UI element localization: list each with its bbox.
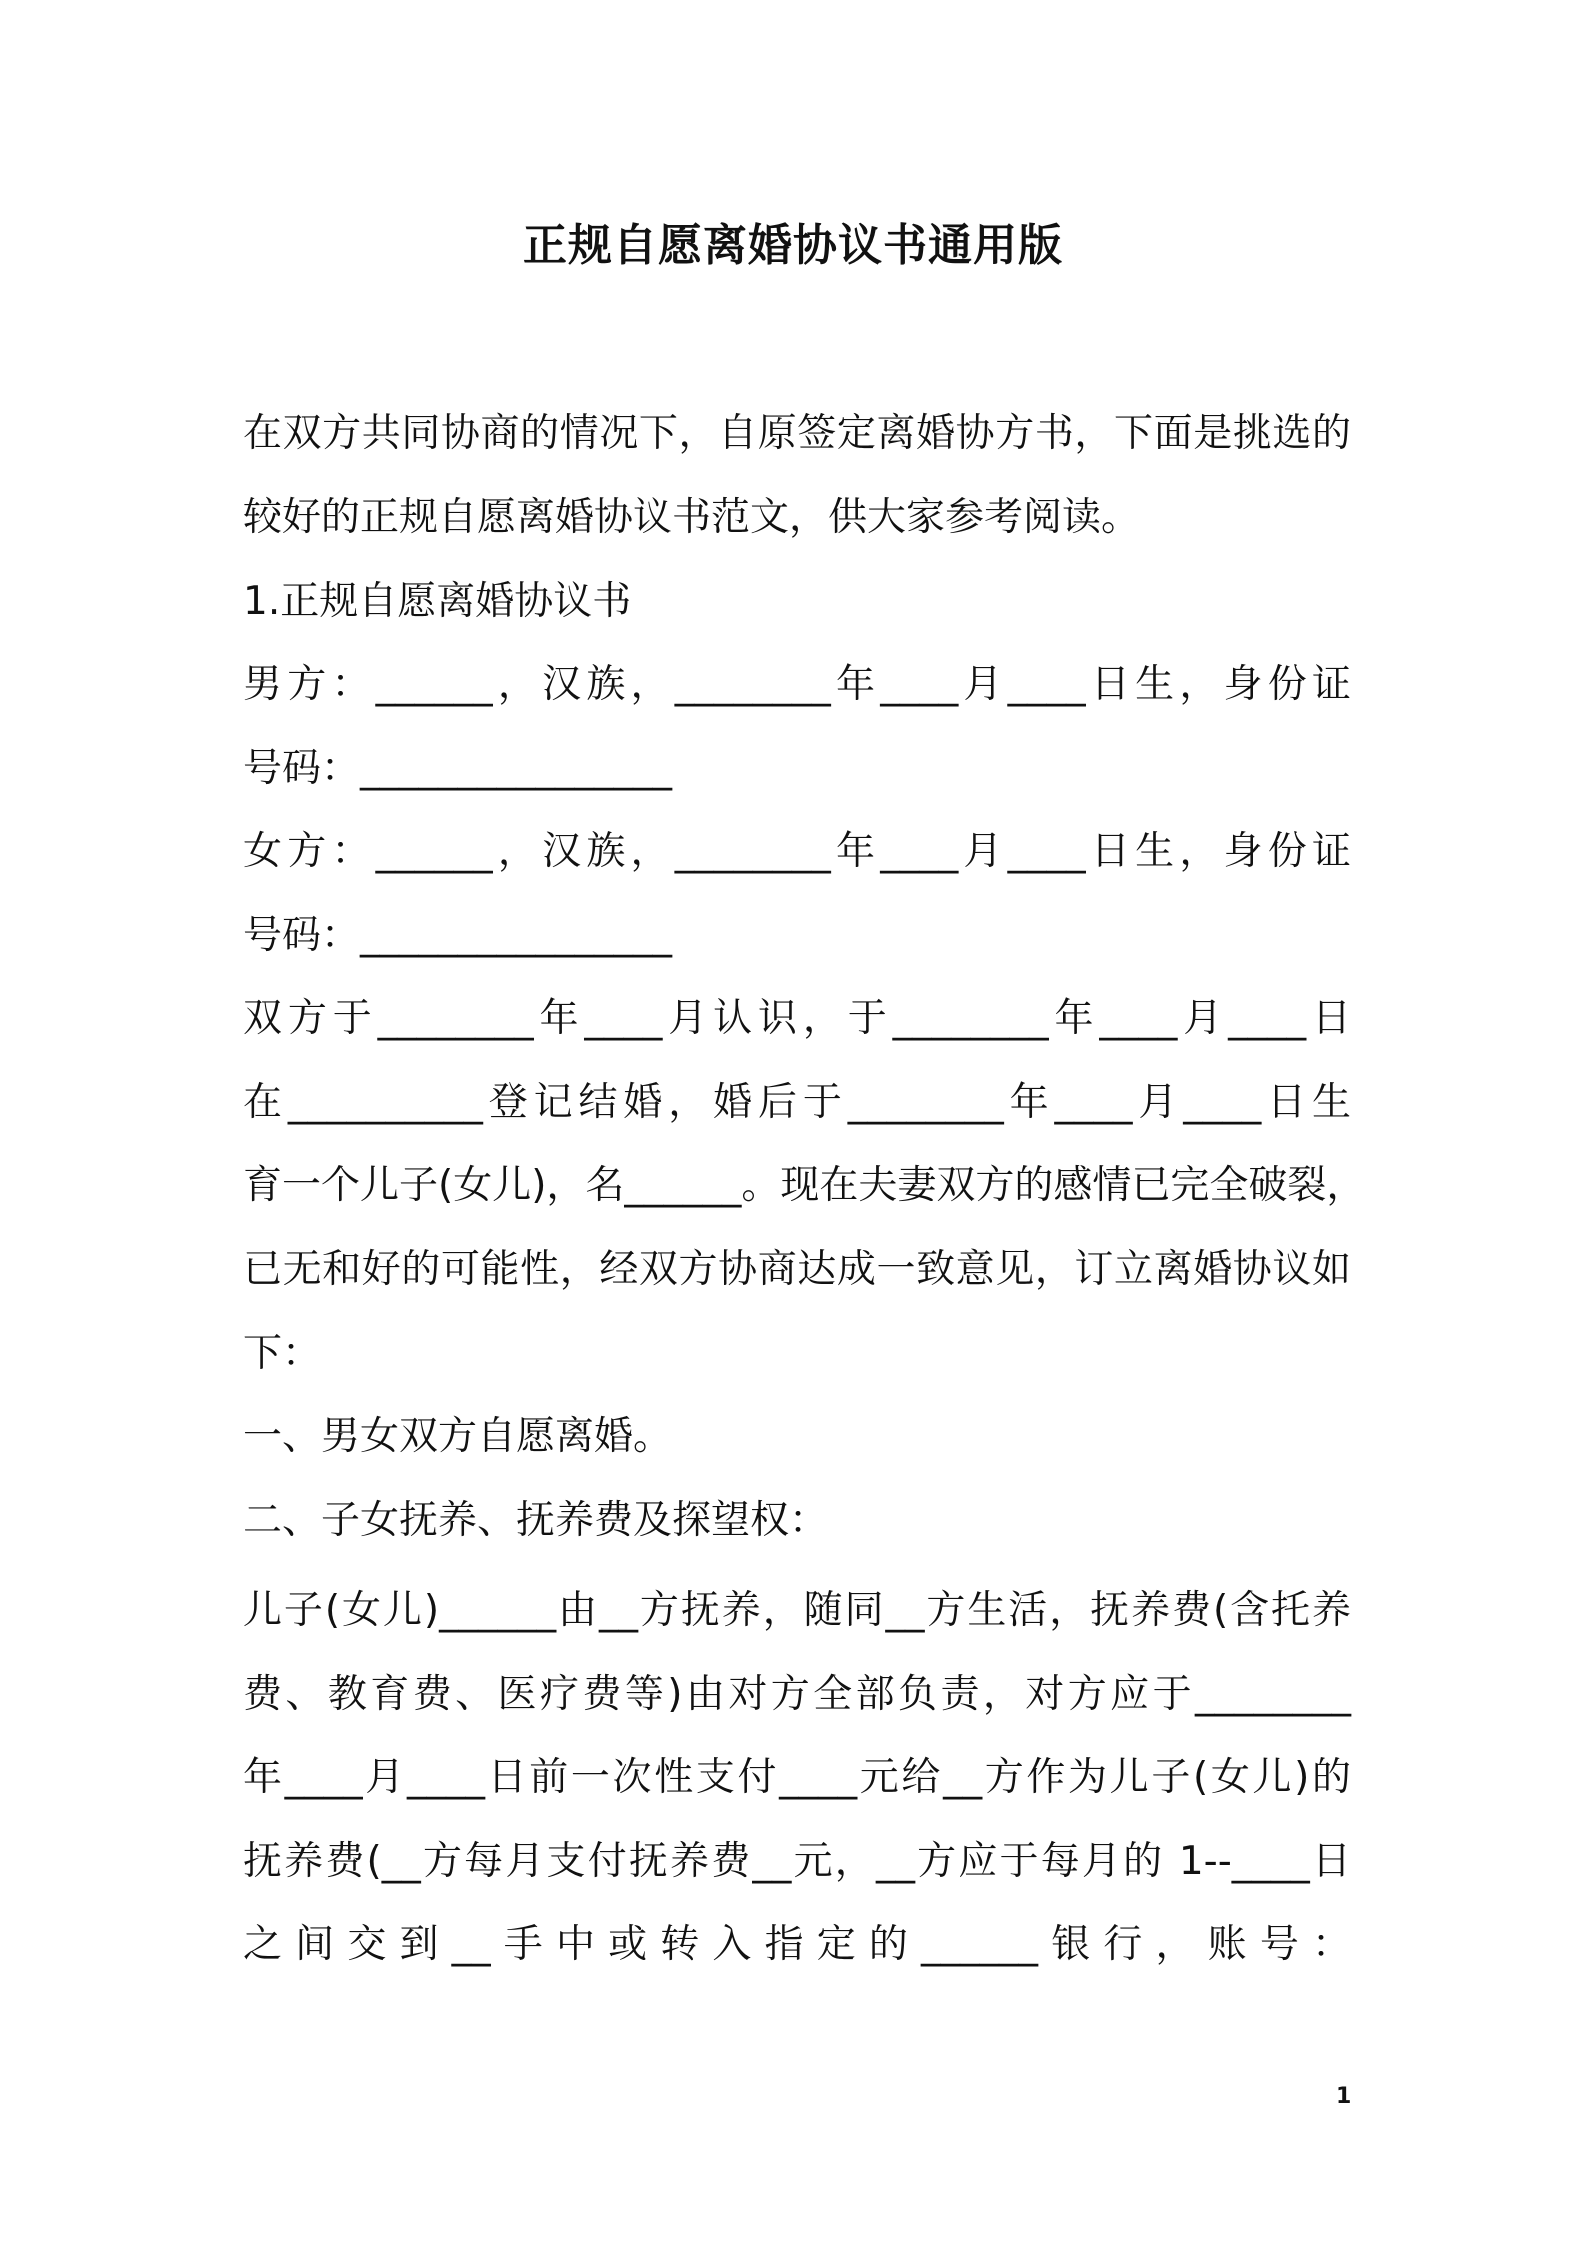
clause-heading: 一、男女双方自愿离婚。 — [243, 1414, 673, 1459]
body-line: 在双方共同协商的情况下，自原签定离婚协方书，下面是挑选的 — [243, 411, 1351, 456]
body-line: 费、教育费、医疗费等)由对方全部负责，对方应于________ — [243, 1672, 1351, 1717]
form-line: 号码：________________ — [243, 746, 673, 791]
form-line: 在__________登记结婚，婚后于________年____月____日生 — [243, 1080, 1351, 1125]
body-line: 育一个儿子(女儿)，名______。现在夫妻双方的感情已完全破裂， — [243, 1163, 1366, 1208]
form-line: 号码：________________ — [243, 913, 673, 958]
body-line: 年____月____日前一次性支付____元给__方作为儿子(女儿)的 — [243, 1755, 1351, 1800]
body-line: 之间交到__手中或转入指定的______银行，账号： — [243, 1922, 1351, 1967]
form-line: 女方：______，汉族，________年____月____日生，身份证 — [243, 829, 1351, 874]
form-line: 双方于________年____月认识，于________年____月____日 — [243, 996, 1351, 1041]
body-line: 已无和好的可能性，经双方协商达成一致意见，订立离婚协议如 — [243, 1247, 1351, 1292]
clause-heading: 二、子女抚养、抚养费及探望权： — [243, 1498, 829, 1543]
document-title: 正规自愿离婚协议书通用版 — [523, 220, 1063, 271]
body-line: 下： — [243, 1331, 322, 1376]
form-line: 男方：______，汉族，________年____月____日生，身份证 — [243, 662, 1351, 707]
body-line: 抚养费(__方每月支付抚养费__元，__方应于每月的 1--____日 — [243, 1839, 1351, 1884]
section-heading: 1.正规自愿离婚协议书 — [243, 579, 632, 624]
page-number: 1 — [1336, 2084, 1352, 2109]
body-line: 较好的正规自愿离婚协议书范文，供大家参考阅读。 — [243, 495, 1141, 540]
body-line: 儿子(女儿)______由__方抚养，随同__方生活，抚养费(含托养 — [243, 1588, 1351, 1633]
